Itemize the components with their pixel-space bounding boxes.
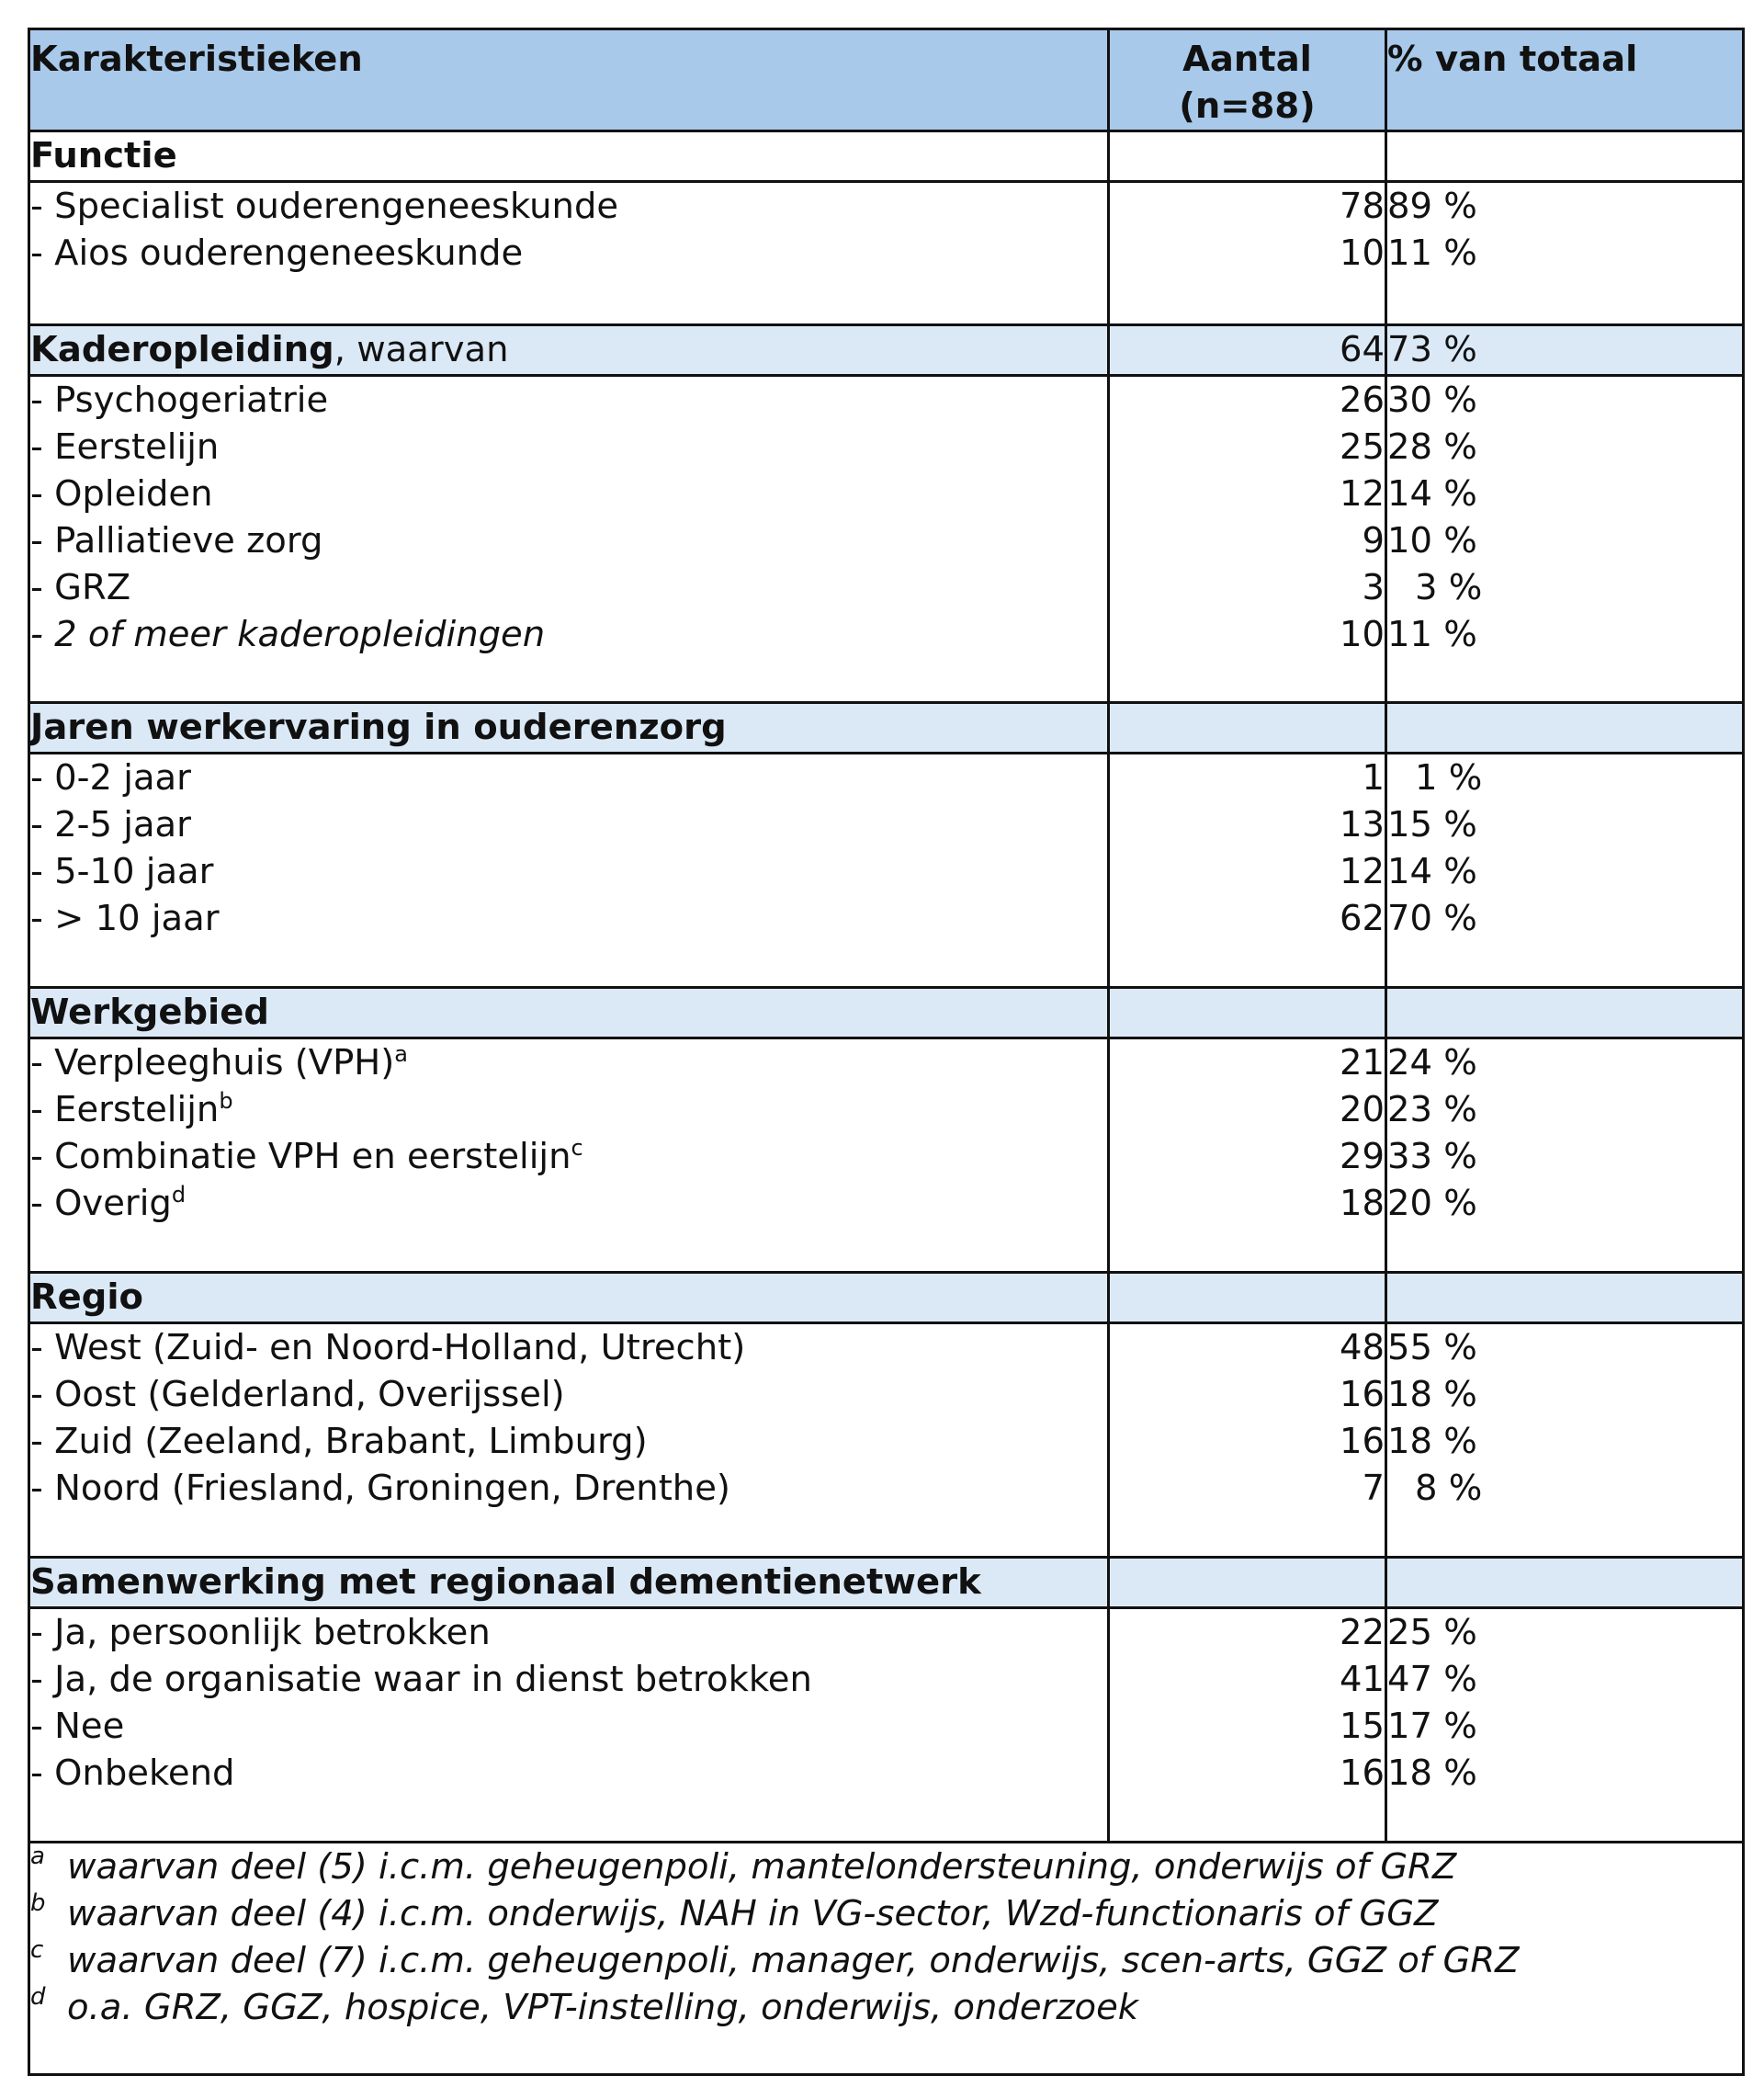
- row-percentage: 14 %: [1387, 851, 1477, 892]
- row-count: 48: [1340, 1327, 1385, 1368]
- section-header-werkgebied: [29, 988, 1744, 1038]
- row-count: 41: [1340, 1659, 1385, 1700]
- section-header-werkervaring: [29, 703, 1744, 754]
- row-percentage: 20 %: [1387, 1183, 1477, 1224]
- section-title: Werkgebied: [29, 988, 1109, 1038]
- header-count-line2: (n=88): [1179, 85, 1316, 127]
- row-label: - Aios ouderengeneeskunde: [30, 233, 524, 274]
- row-label: - 2-5 jaar: [30, 804, 191, 845]
- characteristics-table: [28, 28, 1745, 2076]
- row-label: - Palliatieve zorg: [30, 520, 323, 561]
- row-percentage: 47 %: [1387, 1659, 1477, 1700]
- row-count: 12: [1340, 473, 1385, 515]
- section-body-werkgebied: [29, 1038, 1744, 1273]
- section-body-functie: [29, 182, 1744, 325]
- row-label: - Opleiden: [30, 473, 213, 515]
- row-count: 29: [1340, 1136, 1385, 1177]
- section-title: Functie: [29, 131, 1109, 182]
- row-count: 16: [1340, 1374, 1385, 1415]
- row-count: 22: [1340, 1612, 1385, 1653]
- footnote-mark: a: [394, 1041, 408, 1067]
- row-count: 9: [1362, 520, 1385, 561]
- row-count: 78: [1340, 186, 1385, 227]
- row-label: - 2 of meer kaderopleidingen: [30, 614, 546, 655]
- row-label: - Specialist ouderengeneeskunde: [30, 186, 619, 227]
- section-title: Samenwerking met regionaal dementienetwerk: [29, 1558, 1109, 1608]
- row-percentage: 3 %: [1415, 567, 1483, 608]
- row-count: 12: [1340, 851, 1385, 892]
- section-count: 64: [1109, 325, 1386, 376]
- section-title: Jaren werkervaring in ouderenzorg: [29, 703, 1109, 754]
- footnote-mark: d: [171, 1182, 187, 1208]
- row-percentage: 17 %: [1387, 1706, 1477, 1747]
- row-count: 3: [1362, 567, 1385, 608]
- row-label: - GRZ: [30, 567, 131, 608]
- row-percentage: 25 %: [1387, 1612, 1477, 1653]
- row-percentage: 33 %: [1387, 1136, 1477, 1177]
- footnote-mark: b: [219, 1088, 233, 1114]
- row-percentage: 11 %: [1387, 614, 1477, 655]
- row-count: 1: [1362, 757, 1385, 799]
- section-body-werkervaring: [29, 754, 1744, 988]
- row-label: - 5-10 jaar: [30, 851, 214, 892]
- row-count: 15: [1340, 1706, 1385, 1747]
- row-label: - West (Zuid- en Noord-Holland, Utrecht): [30, 1327, 746, 1368]
- row-percentage: 1 %: [1415, 757, 1483, 799]
- row-percentage: 89 %: [1387, 186, 1477, 227]
- row-label: - Eerstelijn: [30, 426, 220, 468]
- section-header-samenwerking: [29, 1558, 1744, 1608]
- row-count: 18: [1340, 1183, 1385, 1224]
- row-percentage: 24 %: [1387, 1042, 1477, 1083]
- row-count: 62: [1340, 898, 1385, 939]
- row-count: 7: [1362, 1468, 1385, 1509]
- row-percentage: 10 %: [1387, 520, 1477, 561]
- footnote: d o.a. GRZ, GGZ, hospice, VPT-instelling, onderwijs, onderzoek: [30, 1983, 1139, 2028]
- table-header-row: [29, 29, 1744, 131]
- row-label: - > 10 jaar: [30, 898, 220, 939]
- row-count: 13: [1340, 804, 1385, 845]
- row-label: - Zuid (Zeeland, Brabant, Limburg): [30, 1421, 648, 1462]
- row-percentage: 15 %: [1387, 804, 1477, 845]
- row-percentage: 14 %: [1387, 473, 1477, 515]
- row-percentage: 18 %: [1387, 1374, 1477, 1415]
- footnote: b waarvan deel (4) i.c.m. onderwijs, NAH in VG-sector, Wzd-functionaris of GGZ: [30, 1889, 1439, 1934]
- footnotes-row: [29, 1843, 1744, 2075]
- section-header-regio: [29, 1273, 1744, 1323]
- row-percentage: 55 %: [1387, 1327, 1477, 1368]
- row-percentage: 30 %: [1387, 380, 1477, 421]
- row-label: - Noord (Friesland, Groningen, Drenthe): [30, 1468, 730, 1509]
- row-count: 25: [1340, 426, 1385, 468]
- row-count: 26: [1340, 380, 1385, 421]
- footnotes: [29, 1843, 1744, 2075]
- row-label: - Oost (Gelderland, Overijssel): [30, 1374, 565, 1415]
- row-count: 16: [1340, 1752, 1385, 1794]
- row-count: 10: [1340, 614, 1385, 655]
- row-percentage: 70 %: [1387, 898, 1477, 939]
- row-label: - Nee: [30, 1706, 125, 1747]
- section-body-kaderopleiding: [29, 376, 1744, 703]
- section-body-samenwerking: [29, 1608, 1744, 1843]
- footnote-mark: c: [571, 1135, 583, 1161]
- section-body-regio: [29, 1323, 1744, 1558]
- row-percentage: 28 %: [1387, 426, 1477, 468]
- header-count: [1109, 29, 1386, 131]
- section-title: Regio: [29, 1273, 1109, 1323]
- footnote: a waarvan deel (5) i.c.m. geheugenpoli, mantelondersteuning, onderwijs of GRZ: [30, 1843, 1457, 1888]
- row-label: - Onbekend: [30, 1752, 235, 1794]
- row-label: - Eerstelijn$^b$: [30, 1088, 233, 1130]
- row-percentage: 11 %: [1387, 233, 1477, 274]
- row-label: - 0-2 jaar: [30, 757, 191, 799]
- row-label: - Ja, de organisatie waar in dienst betrokken: [30, 1659, 812, 1700]
- row-label: - Verpleeghuis (VPH)$^a$: [30, 1041, 408, 1083]
- section-header-functie: [29, 131, 1744, 182]
- row-count: 16: [1340, 1421, 1385, 1462]
- row-label: - Psychogeriatrie: [30, 380, 329, 421]
- footnote: c waarvan deel (7) i.c.m. geheugenpoli, manager, onderwijs, scen-arts, GGZ of GRZ: [30, 1936, 1520, 1981]
- row-percentage: 18 %: [1387, 1421, 1477, 1462]
- section-header-kaderopleiding: [29, 325, 1744, 376]
- row-label: - Combinatie VPH en eerstelijn$^c$: [30, 1135, 583, 1177]
- section-percentage: 73 %: [1386, 325, 1744, 376]
- row-percentage: 8 %: [1415, 1468, 1483, 1509]
- header-percentage: % van totaal: [1386, 29, 1744, 131]
- row-percentage: 18 %: [1387, 1752, 1477, 1794]
- row-count: 21: [1340, 1042, 1385, 1083]
- header-characteristics: Karakteristieken: [29, 29, 1109, 131]
- section-title: Kaderopleiding, waarvan: [29, 325, 1109, 376]
- row-percentage: 23 %: [1387, 1089, 1477, 1130]
- row-label: - Ja, persoonlijk betrokken: [30, 1612, 491, 1653]
- row-count: 10: [1340, 233, 1385, 274]
- header-count-line1: Aantal: [1182, 39, 1312, 80]
- row-count: 20: [1340, 1089, 1385, 1130]
- row-label: - Overig$^d$: [30, 1182, 187, 1224]
